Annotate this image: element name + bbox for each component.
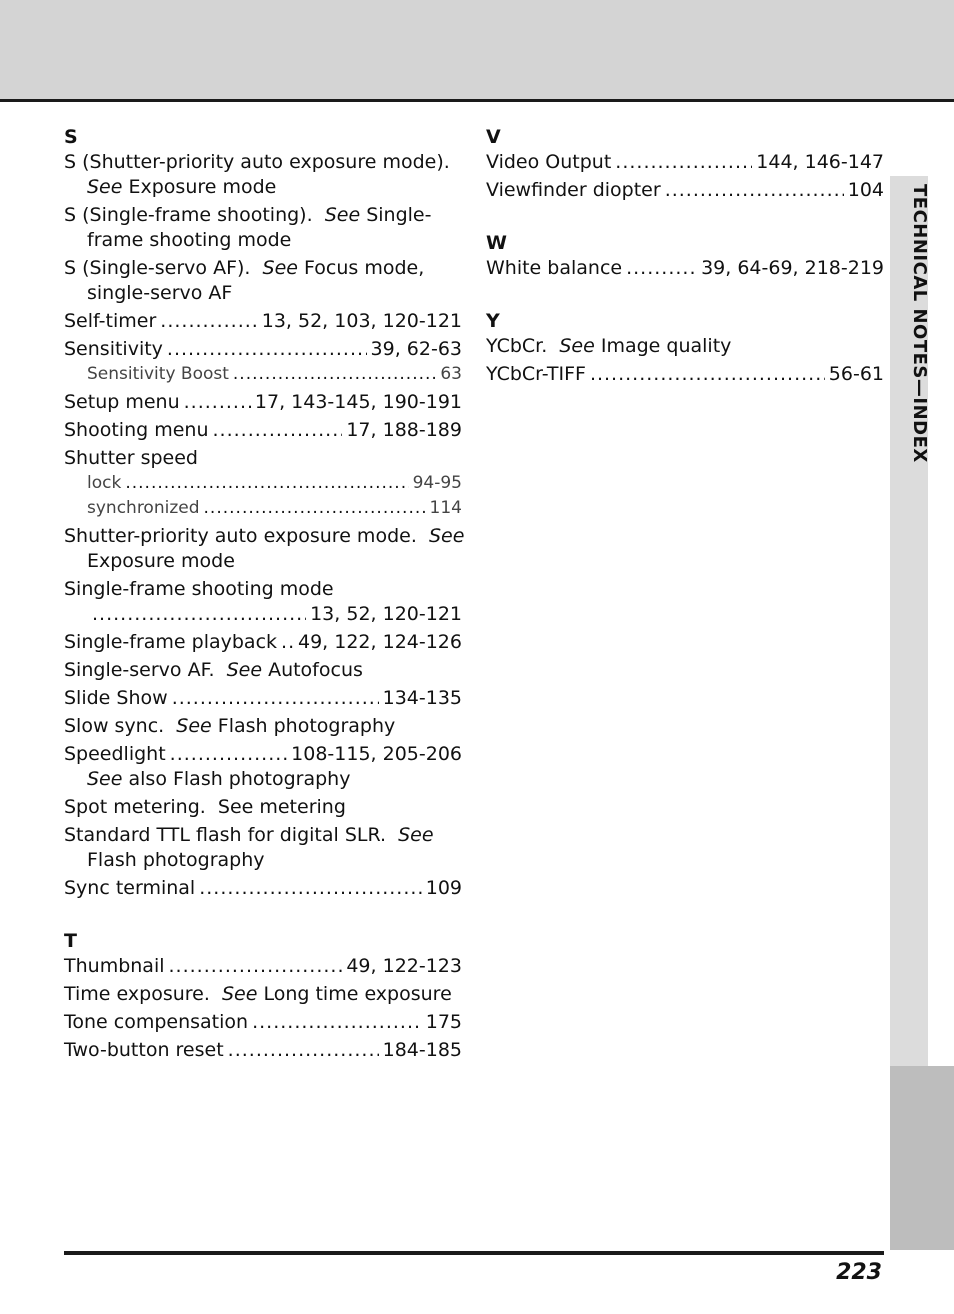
entry-pages: 108-115, 205-206 bbox=[291, 743, 462, 765]
see-ref: See bbox=[221, 983, 258, 1005]
index-letter-y: Y bbox=[486, 310, 500, 332]
entry-text: S (Shutter-priority auto exposure mode). bbox=[64, 151, 450, 173]
leader-dots bbox=[615, 150, 752, 175]
see-ref: See bbox=[262, 257, 298, 279]
leader-dots bbox=[213, 418, 343, 443]
index-column-right bbox=[486, 124, 884, 390]
leader-dots bbox=[204, 496, 426, 521]
index-entry bbox=[64, 823, 462, 873]
page-number: 223 bbox=[836, 1260, 882, 1285]
leader-dots bbox=[233, 362, 436, 387]
footer-rule bbox=[64, 1251, 884, 1255]
see-ref: See bbox=[87, 176, 123, 198]
entry-term: Single-frame playback bbox=[64, 631, 278, 653]
subentry-pages: 94-95 bbox=[412, 473, 462, 493]
entry-term: Shooting menu bbox=[64, 419, 209, 441]
header-band bbox=[0, 0, 954, 99]
entry-text: Standard TTL flash for digital SLR. bbox=[64, 824, 399, 846]
subentry-term: Sensitivity Boost bbox=[87, 364, 229, 384]
index-entry bbox=[64, 742, 462, 792]
index-entry bbox=[64, 446, 462, 521]
entry-target: Flash photography bbox=[211, 715, 396, 737]
entry-pages: 17, 143-145, 190-191 bbox=[254, 391, 462, 413]
entry-term: Sensitivity bbox=[64, 338, 163, 360]
entry-term: Speedlight bbox=[64, 743, 166, 765]
entry-pages: 104 bbox=[847, 179, 884, 201]
entry-term: Self-timer bbox=[64, 310, 157, 332]
entry-pages: 175 bbox=[425, 1011, 462, 1033]
index-entry bbox=[64, 686, 462, 711]
see-ref: See bbox=[559, 335, 595, 357]
subentry-term: lock bbox=[87, 473, 122, 493]
entry-pages: 13, 52, 103, 120-121 bbox=[261, 310, 462, 332]
entry-pages: 39, 62-63 bbox=[370, 338, 462, 360]
index-entry bbox=[64, 876, 462, 901]
leader-dots bbox=[252, 1010, 422, 1035]
see-ref: See bbox=[324, 204, 361, 226]
see-ref: See bbox=[226, 659, 263, 681]
entry-pages: 39, 64-69, 218-219 bbox=[701, 257, 884, 279]
entry-term: Thumbnail bbox=[64, 955, 165, 977]
index-entry bbox=[64, 954, 462, 979]
header-rule bbox=[0, 99, 954, 102]
index-entry bbox=[64, 256, 462, 306]
entry-text: Time exposure. bbox=[64, 983, 222, 1005]
index-entry bbox=[64, 714, 462, 739]
entry-pages: 109 bbox=[425, 877, 462, 899]
leader-dots bbox=[160, 309, 257, 334]
entry-text: Slow sync. bbox=[64, 715, 177, 737]
entry-target: Autofocus bbox=[262, 659, 363, 681]
leader-dots bbox=[228, 1038, 379, 1063]
index-entry bbox=[486, 150, 884, 175]
entry-target: Image quality bbox=[594, 335, 732, 357]
entry-pages: 49, 122, 124-126 bbox=[298, 631, 462, 653]
index-entry bbox=[64, 1038, 462, 1063]
entry-term: Sync terminal bbox=[64, 877, 196, 899]
entry-pages: 56-61 bbox=[828, 363, 884, 385]
index-subentry bbox=[64, 362, 462, 387]
index-entry bbox=[64, 418, 462, 443]
entry-pages: 184-185 bbox=[382, 1039, 462, 1061]
entry-term: YCbCr-TIFF bbox=[486, 363, 586, 385]
entry-target: Focus mode, bbox=[298, 257, 425, 279]
subentry-pages: 114 bbox=[429, 498, 462, 518]
entry-text: S (Single-servo AF). bbox=[64, 257, 263, 279]
index-entry bbox=[486, 256, 884, 281]
index-entry bbox=[486, 334, 884, 359]
index-column-left bbox=[64, 124, 465, 1066]
entry-term: Shutter speed bbox=[64, 447, 198, 469]
entry-term: Viewfinder diopter bbox=[486, 179, 661, 201]
see-ref: See bbox=[428, 525, 465, 547]
entry-text: Shutter-priority auto exposure mode. bbox=[64, 525, 429, 547]
index-entry bbox=[64, 1010, 462, 1035]
index-entry bbox=[486, 178, 884, 203]
entry-term: Tone compensation bbox=[64, 1011, 249, 1033]
index-entry bbox=[64, 630, 462, 655]
leader-dots bbox=[199, 876, 422, 901]
index-entry bbox=[486, 362, 884, 387]
entry-continuation: single-servo AF bbox=[87, 282, 233, 304]
index-letter-v: V bbox=[486, 126, 501, 148]
index-subentry bbox=[64, 471, 462, 496]
section-tab-lower bbox=[890, 1066, 954, 1250]
entry-target: Single- bbox=[360, 204, 432, 226]
entry-pages: 144, 146-147 bbox=[756, 151, 884, 173]
index-entry bbox=[64, 203, 462, 253]
index-letter-s: S bbox=[64, 126, 78, 148]
entry-term: Setup menu bbox=[64, 391, 180, 413]
subentry-term: synchronized bbox=[87, 498, 200, 518]
index-entry bbox=[64, 577, 462, 627]
entry-term: Video Output bbox=[486, 151, 612, 173]
index-entry bbox=[64, 309, 462, 334]
index-entry bbox=[64, 982, 462, 1007]
index-letter-t: T bbox=[64, 930, 77, 952]
entry-term: Two-button reset bbox=[64, 1039, 224, 1061]
entry-term: Single-frame shooting mode bbox=[64, 578, 334, 600]
index-entry bbox=[64, 390, 462, 415]
leader-dots bbox=[626, 256, 697, 281]
entry-target: Long time exposure bbox=[257, 983, 452, 1005]
leader-dots bbox=[169, 954, 343, 979]
entry-term: White balance bbox=[486, 257, 623, 279]
entry-pages: 17, 188-189 bbox=[346, 419, 462, 441]
leader-dots bbox=[125, 471, 408, 496]
leader-dots bbox=[167, 337, 367, 362]
see-ref: See bbox=[176, 715, 212, 737]
index-entry bbox=[64, 150, 462, 200]
leader-dots bbox=[170, 742, 287, 767]
entry-pages: 134-135 bbox=[382, 687, 462, 709]
leader-dots bbox=[184, 390, 251, 415]
section-tab-label: TECHNICAL NOTES—INDEX bbox=[909, 184, 930, 463]
entry-continuation: Exposure mode bbox=[87, 550, 235, 572]
entry-text: YCbCr. bbox=[486, 335, 560, 357]
leader-dots bbox=[281, 630, 294, 655]
entry-text: Single-servo AF. bbox=[64, 659, 227, 681]
subentry-pages: 63 bbox=[440, 364, 462, 384]
leader-dots bbox=[92, 602, 306, 627]
index-entry bbox=[64, 337, 462, 387]
index-entry bbox=[64, 524, 465, 574]
entry-text: S (Single-frame shooting). bbox=[64, 204, 325, 226]
entry-term: Slide Show bbox=[64, 687, 168, 709]
leader-dots bbox=[665, 178, 844, 203]
see-ref: See bbox=[87, 768, 123, 790]
index-subentry bbox=[64, 496, 462, 521]
entry-pages: 49, 122-123 bbox=[346, 955, 462, 977]
entry-target: also Flash photography bbox=[122, 768, 351, 790]
index-entry bbox=[64, 658, 462, 683]
see-ref: See bbox=[398, 824, 434, 846]
entry-continuation: frame shooting mode bbox=[87, 229, 292, 251]
entry-target: Exposure mode bbox=[122, 176, 277, 198]
leader-dots bbox=[590, 362, 825, 387]
entry-continuation: Flash photography bbox=[87, 849, 265, 871]
leader-dots bbox=[172, 686, 379, 711]
index-letter-w: W bbox=[486, 232, 507, 254]
index-entry: Spot metering. See metering bbox=[64, 796, 346, 818]
entry-pages: 13, 52, 120-121 bbox=[310, 603, 462, 625]
